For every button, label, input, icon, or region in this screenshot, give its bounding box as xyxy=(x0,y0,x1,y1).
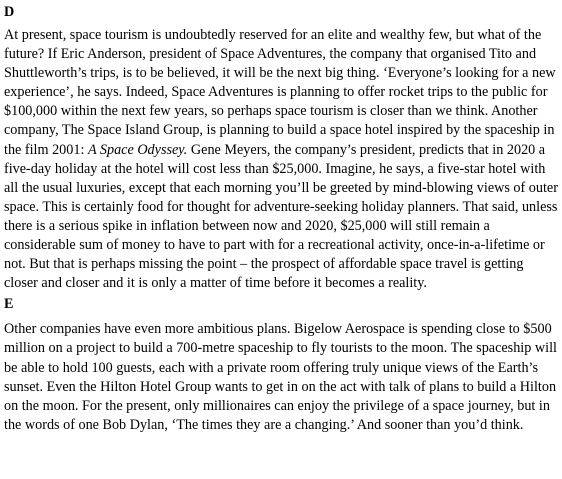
section-label-d: D xyxy=(4,4,15,20)
paragraph-e: Other companies have even more ambitious plans. Bigelow Aerospace is spending close to $500 million on a project to build a 700-metre spaceship to fly tourists to the moon. The spaceship will be able to hold 100 guests, each with a private room offering truly unique views of the Earth’s sunset. Even the Hilton Hotel Group wants to get in on the act with talk of plans to build a Hilton on the moon. For the present, only millionaires can enjoy the privilege of a space journey, but in the words of one Bob Dylan, ‘The times they are a changing.’ And sooner than you’d think. xyxy=(4,321,557,433)
film-title-italic: A Space Odyssey. xyxy=(87,141,188,158)
paragraph-d-text-part-2: Gene Meyers, the company’s president, predicts that in 2020 a five-day holiday at the hotel will cost less than $25,000. Imagine, he says, a five-star hotel with all the usual luxuries, except that each morning you’ll be greeted by mind-blowing views of outer space. This is certainly food for thought for adventure-seeking holiday planners. That said, unless there is a serious spike in inflation between now and 2020, $25,000 will still remain a considerable sum of money to have to part with for a recreational activity, once-in-a-lifetime or not. But that is perhaps missing the point – the prospect of affordable space travel is getting closer and closer and it is only a matter of time before it becomes a reality. xyxy=(4,141,558,292)
section-e xyxy=(4,295,558,435)
paragraph-d xyxy=(4,26,558,293)
section-d xyxy=(4,3,558,293)
paragraph-d-text-part-1: At present, space tourism is undoubtedly reserved for an elite and wealthy few, but what of the future? If Eric Anderson, president of Space Adventures, the company that organised Tito and Shuttleworth’s trips, is to be believed, it will be the next big thing. ‘Everyone’s looking for a new experience’, he says. Indeed, Space Adventures is planning to offer rocket trips to the public for $100,000 within the next few years, so perhaps space tourism is closer than we think. Another company, The Space Island Group, is planning to build a space hotel inspired by the spaceship in the film 2001: xyxy=(4,27,556,158)
section-label-e: E xyxy=(4,296,14,313)
